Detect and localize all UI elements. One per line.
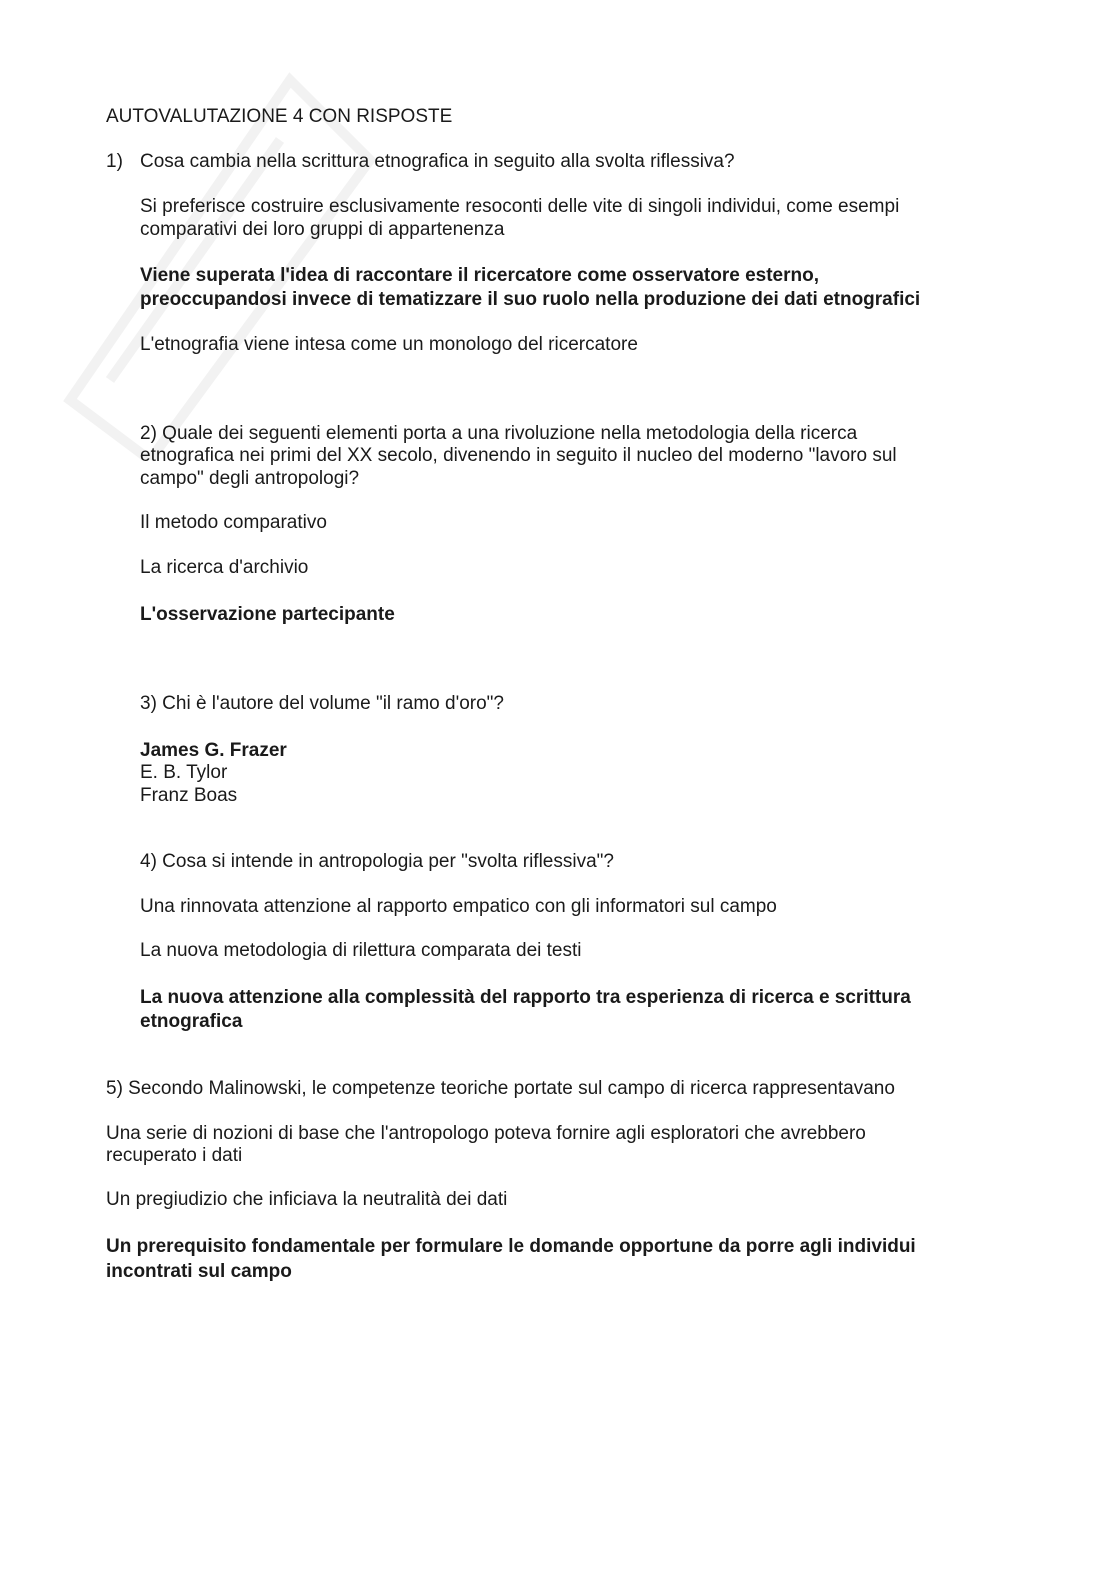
q3-option-3: Franz Boas xyxy=(140,785,238,806)
q4-option-3-correct-line-2: etnografica xyxy=(140,1011,243,1032)
q2-option-2: La ricerca d'archivio xyxy=(140,557,309,578)
question-3-text: 3) Chi è l'autore del volume "il ramo d'oro"? xyxy=(140,693,504,714)
question-2-line-1: 2) Quale dei seguenti elementi porta a una rivoluzione nella metodologia della ricerca xyxy=(140,423,858,444)
question-2-line-2: etnografica nei primi del XX secolo, divenendo in seguito il nucleo del moderno "lavoro sul xyxy=(140,445,897,466)
q5-option-3-correct-line-1: Un prerequisito fondamentale per formulare le domande opportune da porre agli individui xyxy=(106,1236,916,1257)
question-4-text: 4) Cosa si intende in antropologia per "svolta riflessiva"? xyxy=(140,851,614,872)
q4-option-2: La nuova metodologia di rilettura comparata dei testi xyxy=(140,940,582,961)
q5-option-1-line-2: recuperato i dati xyxy=(106,1145,243,1166)
q3-option-2: E. B. Tylor xyxy=(140,762,228,783)
question-1-number: 1) xyxy=(106,151,123,172)
q1-option-2-correct-line-2: preoccupandosi invece di tematizzare il suo ruolo nella produzione dei dati etnografici xyxy=(140,289,921,310)
q1-option-3: L'etnografia viene intesa come un monologo del ricercatore xyxy=(140,334,638,355)
q1-option-1-line-1: Si preferisce costruire esclusivamente resoconti delle vite di singoli individui, come esempi xyxy=(140,196,900,217)
q3-option-1-correct: James G. Frazer xyxy=(140,740,287,761)
q2-option-1: Il metodo comparativo xyxy=(140,512,327,533)
question-5-text: 5) Secondo Malinowski, le competenze teoriche portate sul campo di ricerca rappresentavano xyxy=(106,1078,895,1099)
q2-option-3-correct: L'osservazione partecipante xyxy=(140,604,395,625)
page-title: AUTOVALUTAZIONE 4 CON RISPOSTE xyxy=(106,106,453,127)
q4-option-3-correct-line-1: La nuova attenzione alla complessità del rapporto tra esperienza di ricerca e scrittura xyxy=(140,987,911,1008)
q1-option-2-correct-line-1: Viene superata l'idea di raccontare il ricercatore come osservatore esterno, xyxy=(140,265,819,286)
q1-option-1-line-2: comparativi dei loro gruppi di appartenenza xyxy=(140,219,505,240)
q5-option-3-correct-line-2: incontrati sul campo xyxy=(106,1261,292,1282)
q4-option-1: Una rinnovata attenzione al rapporto empatico con gli informatori sul campo xyxy=(140,896,777,917)
question-1-text: Cosa cambia nella scrittura etnografica in seguito alla svolta riflessiva? xyxy=(140,151,735,172)
q5-option-1-line-1: Una serie di nozioni di base che l'antropologo poteva fornire agli esploratori che avrebbero xyxy=(106,1123,866,1144)
question-2-line-3: campo" degli antropologi? xyxy=(140,468,360,489)
watermark-graphic xyxy=(40,40,400,460)
q5-option-2: Un pregiudizio che inficiava la neutralità dei dati xyxy=(106,1189,508,1210)
